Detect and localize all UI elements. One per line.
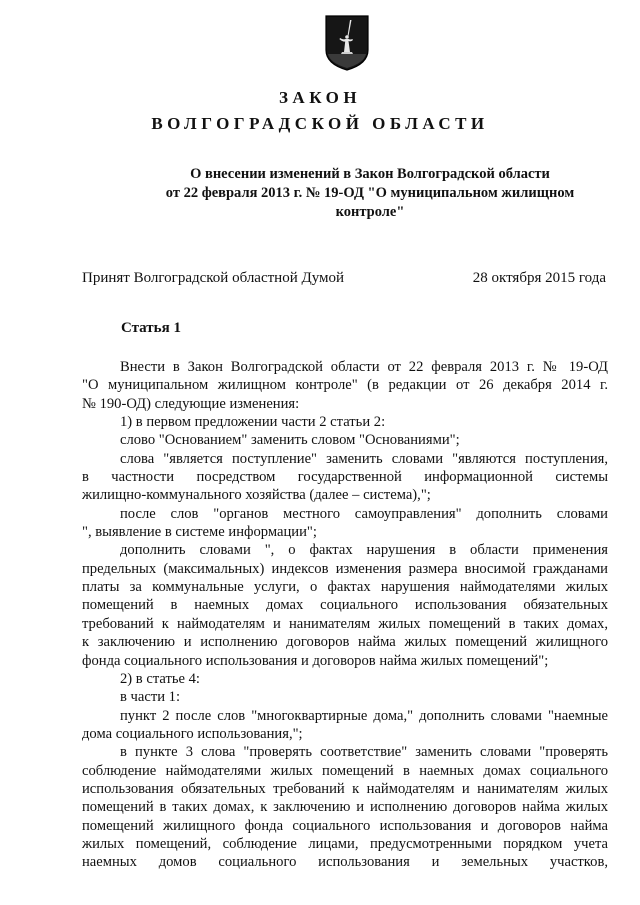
article-heading: Статья 1 xyxy=(121,320,181,336)
volgograd-coat-of-arms-icon xyxy=(324,14,370,72)
body-line: в части 1: xyxy=(120,689,181,706)
region-title: ВОЛГОГРАДСКОЙ ОБЛАСТИ xyxy=(151,114,489,133)
body-line: 1) в первом предложении части 2 статьи 2: xyxy=(120,414,386,431)
body-line: жилых помещений, соблюдение лицами, предусмотренными порядком учета xyxy=(82,835,608,852)
adopted-by: Принят Волгоградской областной Думой xyxy=(82,270,345,286)
body-line: к заключению и исполнению договоров найма жилых помещений жилищного xyxy=(82,634,608,651)
body-line: после слов "органов местного самоуправления" дополнить словами xyxy=(120,505,608,522)
law-title: ЗАКОН xyxy=(278,88,362,107)
body-line: № 190-ОД) следующие изменения: xyxy=(82,395,300,412)
body-line: слово "Основанием" заменить словом "Основаниями"; xyxy=(120,432,460,449)
law-subject xyxy=(150,165,590,222)
article-body xyxy=(82,358,608,872)
body-line: платы за коммунальные услуги, о фактах нарушения наймодателями жилых xyxy=(82,579,608,596)
body-line: предельных (максимальных) индексов изменения размера вносимой гражданами xyxy=(82,560,608,577)
body-line: 2) в статье 4: xyxy=(120,670,200,687)
body-line: соблюдение наймодателями жилых помещений в наемных домах социального xyxy=(82,762,608,779)
body-line: жилищно-коммунального хозяйства (далее – система),"; xyxy=(82,487,431,504)
body-line: "О муниципальном жилищном контроле" (в редакции от 26 декабря 2014 г. xyxy=(82,377,608,394)
adoption-date: 28 октября 2015 года xyxy=(472,270,606,286)
body-line: наемных домов социального использования и земельных участков, xyxy=(82,854,608,871)
body-line: в частности посредством государственной информационной системы xyxy=(82,469,608,486)
body-line: в пункте 3 слова "проверять соответствие" заменить словами "проверять xyxy=(120,744,608,761)
body-line: помещений жилищного фонда социального использования и договоров найма xyxy=(82,817,608,834)
subject-line: О внесении изменений в Закон Волгоградской области xyxy=(190,166,550,182)
body-line: использования обязательных требований к наймодателям и нанимателям жилых xyxy=(82,780,608,797)
body-line: требований к наймодателям и нанимателям жилых помещений в таких домах, xyxy=(82,615,608,632)
body-line: помещений в таких домах, к заключению и исполнению договоров найма жилых xyxy=(82,799,608,816)
body-line: дома социального использования,"; xyxy=(82,725,303,742)
body-line: Внести в Закон Волгоградской области от 22 февраля 2013 г. № 19-ОД xyxy=(120,359,608,375)
subject-line: от 22 февраля 2013 г. № 19-ОД "О муниципальном жилищном xyxy=(165,185,575,201)
body-line: дополнить словами ", о фактах нарушения в области применения xyxy=(120,542,608,559)
body-line: фонда социального использования и договоров найма жилых помещений"; xyxy=(82,652,549,669)
subject-line: контроле" xyxy=(335,204,405,220)
body-line: помещений в наемных домах социального использования обязательных xyxy=(82,597,608,614)
body-line: слова "является поступление" заменить словами "являются поступления, xyxy=(120,450,608,467)
body-line: ", выявление в системе информации"; xyxy=(82,524,317,541)
body-line: пункт 2 после слов "многоквартирные дома," дополнить словами "наемные xyxy=(120,707,608,724)
